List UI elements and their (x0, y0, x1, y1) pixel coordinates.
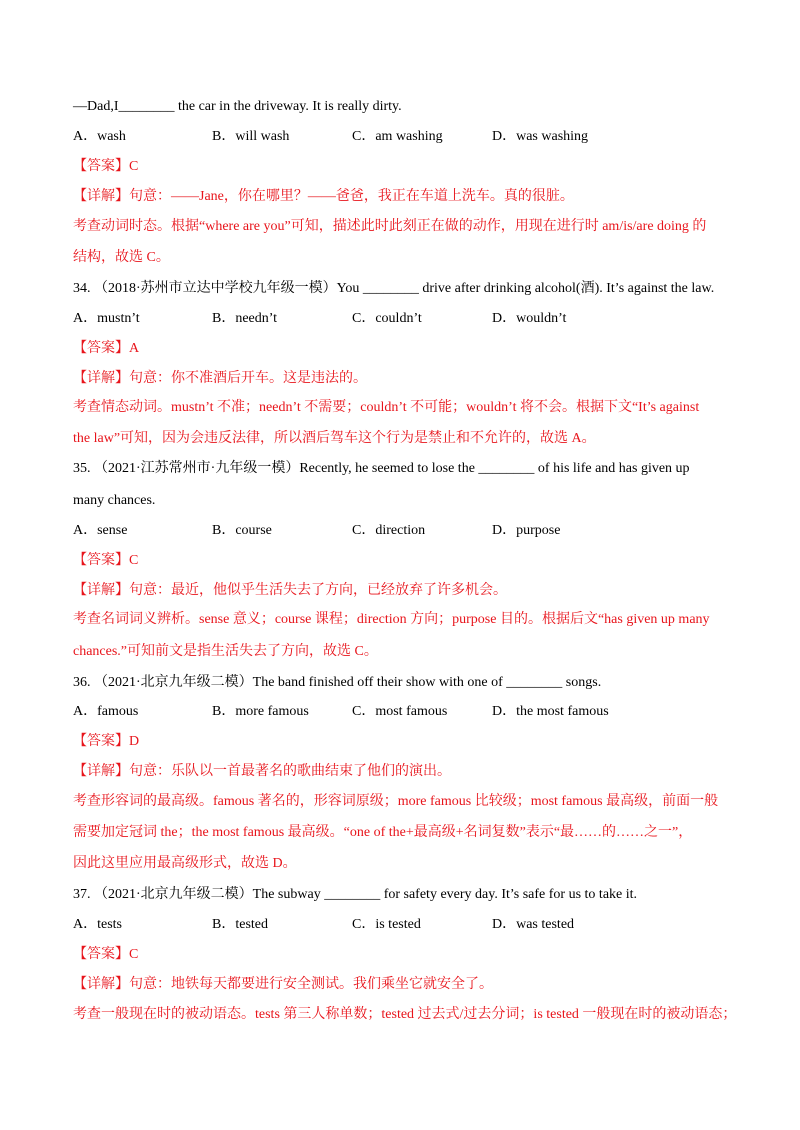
option-d: D．was washing (492, 129, 589, 144)
option-b: B．needn’t (212, 311, 278, 326)
question-36-detail: 【详解】句意：乐队以一首最著名的歌曲结束了他们的演出。 (73, 764, 451, 779)
question-36-analysis-line: 因此这里应用最高级形式，故选 D。 (73, 856, 297, 871)
question-34-detail: 【详解】句意：你不准酒后开车。这是违法的。 (73, 371, 367, 386)
question-36-answer: 【答案】D (73, 734, 140, 749)
question-37-stem: 37. （2021·北京九年级二模）The subway ________ for safety every day. It’s safe for us to take it. (73, 887, 638, 902)
question-35-analysis-line: chances.”可知前文是指生活失去了方向，故选 C。 (73, 644, 378, 659)
question-33-analysis-line: 结构，故选 C。 (73, 250, 170, 265)
question-35-stem: many chances. (73, 493, 156, 508)
option-c: C．am washing (352, 129, 443, 144)
question-33-detail: 【详解】句意：——Jane，你在哪里？——爸爸，我正在车道上洗车。真的很脏。 (73, 189, 574, 204)
option-a: A．wash (73, 129, 126, 144)
question-34-answer: 【答案】A (73, 341, 140, 356)
question-33-analysis-line: 考查动词时态。根据“where are you”可知，描述此时此刻正在做的动作，用现在进行时 am/is/are doing 的 (73, 219, 707, 234)
option-c: C．is tested (352, 917, 421, 932)
option-a: A．famous (73, 704, 139, 719)
option-d: D．wouldn’t (492, 311, 567, 326)
question-36-options (73, 703, 773, 721)
option-a: A．sense (73, 523, 128, 538)
option-b: B．tested (212, 917, 268, 932)
option-b: B．will wash (212, 129, 290, 144)
question-37-options (73, 916, 773, 934)
option-d: D．purpose (492, 523, 561, 538)
question-36-stem: 36. （2021·北京九年级二模）The band finished off their show with one of ________ songs. (73, 675, 602, 690)
question-35-detail: 【详解】句意：最近，他似乎生活失去了方向，已经放弃了许多机会。 (73, 583, 507, 598)
question-35-options (73, 522, 773, 540)
question-34-analysis-line: the law”可知，因为会违反法律，所以酒后驾车这个行为是禁止和不允许的，故选 A。 (73, 431, 596, 446)
question-35-stem: 35. （2021·江苏常州市·九年级一模）Recently, he seemed to lose the ________ of his life and has given up (73, 461, 690, 476)
question-34-analysis-line: 考查情态动词。mustn’t 不准；needn’t 不需要；couldn’t 不可能；wouldn’t 将不会。根据下文“It’s against (73, 400, 700, 415)
option-d: D．was tested (492, 917, 575, 932)
option-c: C．couldn’t (352, 311, 422, 326)
question-35-answer: 【答案】C (73, 553, 139, 568)
option-d: D．the most famous (492, 704, 609, 719)
question-37-answer: 【答案】C (73, 947, 139, 962)
question-33-options (73, 128, 773, 146)
question-34-options (73, 310, 773, 328)
question-36-analysis-line: 需要加定冠词 the；the most famous 最高级。“one of the+最高级+名词复数”表示“最……的……之一”， (73, 825, 693, 840)
question-33-answer: 【答案】C (73, 159, 139, 174)
option-c: C．most famous (352, 704, 448, 719)
option-a: A．tests (73, 917, 122, 932)
question-37-analysis-line: 考查一般现在时的被动语态。tests 第三人称单数；tested 过去式/过去分词；is tested 一般现在时的被动语态； (73, 1007, 737, 1022)
question-34-stem: 34. （2018·苏州市立达中学校九年级一模）You ________ drive after drinking alcohol(酒). It’s against the law. (73, 281, 715, 296)
question-33-stem: —Dad,I________ the car in the driveway. It is really dirty. (73, 99, 402, 114)
option-c: C．direction (352, 523, 426, 538)
option-b: B．more famous (212, 704, 309, 719)
question-37-detail: 【详解】句意：地铁每天都要进行安全测试。我们乘坐它就安全了。 (73, 977, 493, 992)
question-36-analysis-line: 考查形容词的最高级。famous 著名的，形容词原级；more famous 比较级；most famous 最高级，前面一般 (73, 794, 719, 809)
question-35-analysis-line: 考查名词词义辨析。sense 意义；course 课程；direction 方向；purpose 目的。根据后文“has given up many (73, 612, 710, 627)
option-a: A．mustn’t (73, 311, 140, 326)
option-b: B．course (212, 523, 272, 538)
